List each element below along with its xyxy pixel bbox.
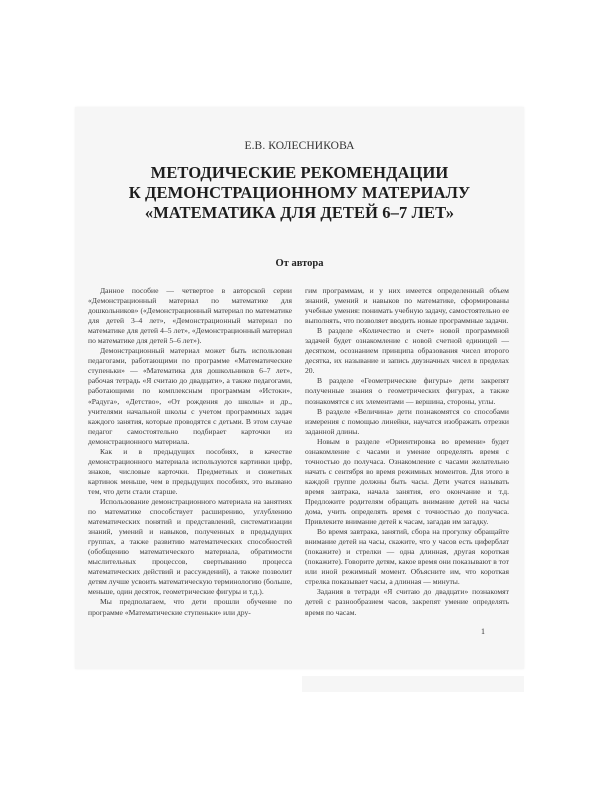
- page-number: 1: [481, 627, 485, 636]
- title-line-3: «МАТЕМАТИКА ДЛЯ ДЕТЕЙ 6–7 ЛЕТ»: [144, 203, 455, 222]
- paragraph: В разделе «Количество и счет» новой программной задачей будет ознакомление с новой счетной единицей — десятком, осознанием принципа образования чисел второго десятка, их называние и запись двузначных чисел в пределах 20.: [305, 326, 509, 376]
- paragraph: В разделе «Величина» дети познакомятся со способами измерения с помощью линейки, научатся изображать отрезки заданной длины.: [305, 406, 509, 436]
- paragraph: Во время завтрака, занятий, сбора на прогулку обращайте внимание детей на часы, скажите, что у часов есть циферблат (покажите) и стрелки — одна длинная, другая короткая (покажите). Говорите детям, какое время они показывают в тот или иной режимный момент. Объясните им, что короткая стрелка показывает часы, а длинная — минуты.: [305, 527, 509, 587]
- paragraph: Как и в предыдущих пособиях, в качестве демонстрационного материала используются картинки цифр, знаков, числовые карточки. Предметных и сюжетных картинок меньше, чем в предыдущих пособиях, это вызвано тем, что дети стали старше.: [88, 446, 292, 496]
- next-page-edge: [302, 676, 524, 692]
- paragraph: В разделе «Геометрические фигуры» дети закрепят полученные знания о геометрических фигурах, а также познакомятся с их элементами — вершина, стороны, углы.: [305, 376, 509, 406]
- author-name: Е.В. КОЛЕСНИКОВА: [244, 140, 355, 152]
- document-page: [75, 107, 524, 669]
- paragraph: Использование демонстрационного материала на занятиях по математике способствует расширению, углублению математических понятий и представлений, систематизации знаний, умений и навыков, полученных в предыдущих группах, а также развитию математических способностей (обобщению математического материала, обратимости мыслительных процессов, свертыванию процесса математических действий и рассуждений), а также позволит детям лучше усвоить математическую терминологию (больше, меньше, один десяток, геометрические фигуры и т.д.).: [88, 496, 292, 597]
- document-title: [75, 163, 524, 223]
- section-heading: От автора: [275, 258, 324, 269]
- right-column: [305, 286, 509, 618]
- paragraph: Данное пособие — четвертое в авторской серии «Демонстрационный материал по математике для дошкольников» («Демонстрационный материал по математике для детей 3–4 лет», «Демонстрационный материал по математике для детей 4–5 лет», «Демонстрационный материал по математике для детей 5–6 лет»).: [88, 286, 292, 346]
- paragraph-continued: гим программам, и у них имеется определенный объем знаний, умений и навыков по математике, сформированы учебные умения: понимать учебную задачу, самостоятельно ее выполнять, что позволяет вводить новые программные задачи.: [305, 286, 509, 326]
- paragraph: Задания в тетради «Я считаю до двадцати» познакомят детей с разнообразием часов, закрепят умение определять время по часам.: [305, 587, 509, 617]
- paragraph: Мы предполагаем, что дети прошли обучение по программе «Математические ступеньки» или дру-: [88, 597, 292, 617]
- title-line-2: К ДЕМОНСТРАЦИОННОМУ МАТЕРИАЛУ: [128, 183, 471, 202]
- paragraph: Демонстрационный материал может быть использован педагогами, работающими по программе «Математические ступеньки» — «Математика для дошкольников 6–7 лет», рабочая тетрадь «Я считаю до двадцати», а также педагогами, работающими по комплексным программам «Истоки», «Радуга», «Детство», «От рождения до школы» и др., учителями начальной школы с учетом программных задач каждого занятия, которые проводятся с детьми. В этом случае педагог самостоятельно подбирает карточки из демонстрационного материала.: [88, 346, 292, 446]
- left-column: [88, 286, 292, 618]
- paragraph: Новым в разделе «Ориентировка во времени» будет ознакомление с часами и умение определять время с точностью до получаса. Ознакомление с часами желательно начать с сентября во время режимных моментов. Для этого в каждой группе должны быть часы. Дети учатся называть время завтрака, начала занятия, его окончание и т.д. Предложите родителям обращать внимание детей на часы дома, учить определять время с точностью до получаса. Привлеките внимание детей к часам, загадав им загадку.: [305, 436, 509, 527]
- title-line-1: МЕТОДИЧЕСКИЕ РЕКОМЕНДАЦИИ: [150, 163, 449, 182]
